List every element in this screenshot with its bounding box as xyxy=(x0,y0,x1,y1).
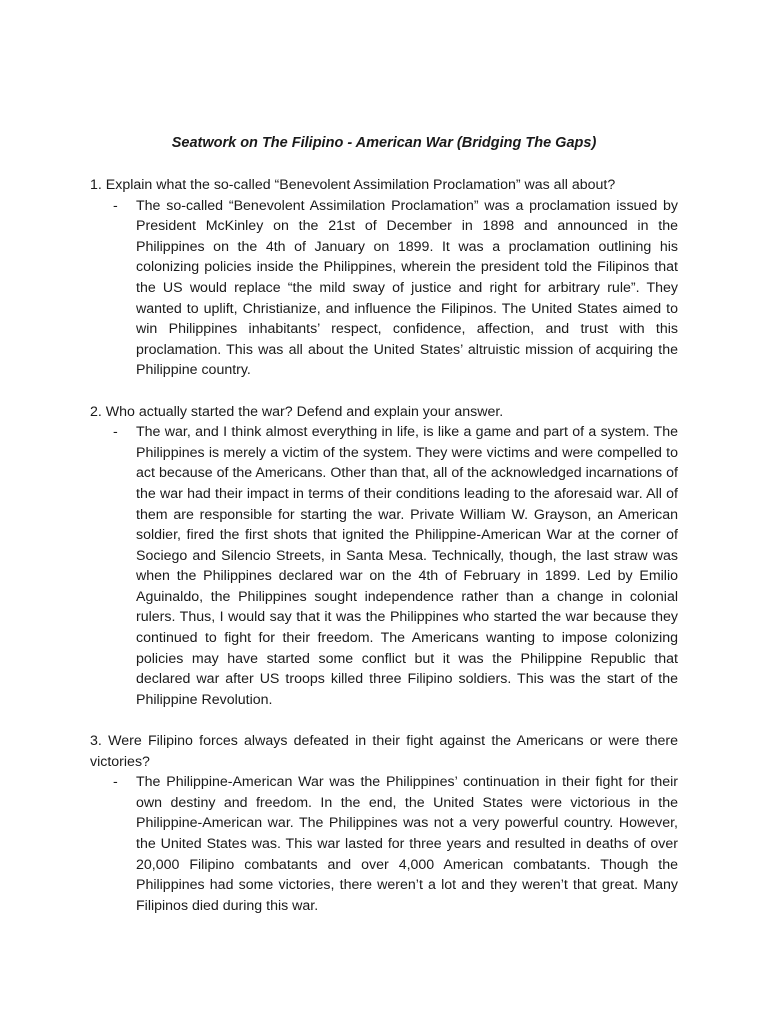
bullet-dash: - xyxy=(113,424,118,441)
question-1: 1. Explain what the so-called “Benevolent Assimilation Proclamation” was all about? xyxy=(90,177,616,193)
document-title: Seatwork on The Filipino - American War (Bridging The Gaps) xyxy=(171,135,597,151)
bullet-dash: - xyxy=(113,774,118,791)
answer-2 xyxy=(90,422,678,710)
question-block-1 xyxy=(90,175,678,381)
bullet-dash: - xyxy=(113,197,118,214)
answer-1-text: The so-called “Benevolent Assimilation Proclamation” was a proclamation issued by President McKinley on the 21st of December in 1898 and announced in the Philippines on the 4th of January on 1899. It was a proclamation outlining his colonizing policies inside the Philippines, wherein the president told the Filipinos that the US would replace “the mild sway of justice and right for arbitrary rule”. They wanted to uplift, Christianize, and influence the Filipinos. The United States aimed to win Philippines inhabitants’ respect, confidence, affection, and trust with this proclamation. This was all about the United States’ altruistic mission of acquiring the Philippine country. xyxy=(136,197,678,379)
question-block-2 xyxy=(90,402,678,711)
question-3: 3. Were Filipino forces always defeated in their fight against the Americans or were there victories? xyxy=(90,733,678,770)
answer-1 xyxy=(90,196,678,381)
question-2: 2. Who actually started the war? Defend and explain your answer. xyxy=(90,403,504,420)
question-block-3 xyxy=(90,731,678,916)
answer-3 xyxy=(90,772,678,916)
document-body xyxy=(90,175,678,937)
answer-2-text: The war, and I think almost everything in life, is like a game and part of a system. The Philippines is merely a victim of the system. They were victims and were compelled to act because of the Americans. Other than that, all of the acknowledged incarnations of the war had their impact in terms of their conditions leading to the aforesaid war. All of them are responsible for starting the war. Private William W. Grayson, an American soldier, fired the first shots that ignited the Philippine-American War at the corner of Sociego and Silencio Streets, in Santa Mesa. Technically, though, the last straw was when the Philippines declared war on the 4th of February in 1899. Led by Emilio Aguinaldo, the Philippines sought independence rather than a change in colonial rulers. Thus, I would say that it was the Philippines who started the war because they continued to fight for their freedom. The Americans wanting to impose colonizing policies may have started some conflict but it was the Philippine Republic that declared war after US troops killed three Filipino soldiers. This was the start of the Philippine Revolution. xyxy=(136,424,678,708)
answer-3-text: The Philippine-American War was the Philippines’ continuation in their fight for their own destiny and freedom. In the end, the United States were victorious in the Philippine-American war. The Philippines was not a very powerful country. However, the United States was. This war lasted for three years and resulted in deaths of over 20,000 Filipino combatants and over 4,000 American combatants. Though the Philippines had some victories, there weren’t a lot and they weren’t that great. Many Filipinos died during this war. xyxy=(136,774,678,914)
